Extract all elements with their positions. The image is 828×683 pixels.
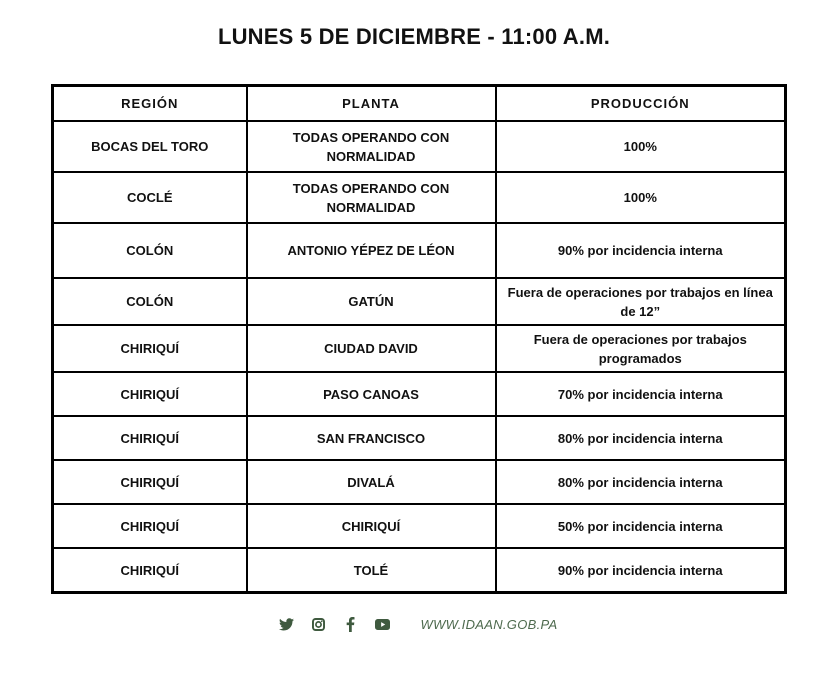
table-row	[53, 121, 786, 172]
table-row	[53, 372, 786, 416]
production-cell: 100%	[496, 121, 786, 172]
table-row	[53, 325, 786, 372]
plant-cell: SAN FRANCISCO	[247, 416, 496, 460]
production-table	[51, 84, 787, 594]
table-header-row	[53, 86, 786, 122]
table-row	[53, 504, 786, 548]
column-header-plant: PLANTA	[247, 86, 496, 122]
page-title: LUNES 5 DE DICIEMBRE - 11:00 A.M.	[217, 24, 611, 49]
plant-cell: PASO CANOAS	[247, 372, 496, 416]
youtube-icon[interactable]	[375, 616, 391, 632]
region-cell: CHIRIQUÍ	[53, 372, 247, 416]
website-link[interactable]: WWW.IDAAN.GOB.PA	[420, 616, 558, 632]
region-cell: CHIRIQUÍ	[53, 460, 247, 504]
region-cell: CHIRIQUÍ	[53, 548, 247, 593]
production-cell: 80% por incidencia interna	[496, 460, 786, 504]
plant-cell: TODAS OPERANDO CON NORMALIDAD	[247, 121, 496, 172]
region-cell: COCLÉ	[53, 172, 247, 223]
region-cell: CHIRIQUÍ	[53, 416, 247, 460]
plant-cell: ANTONIO YÉPEZ DE LÉON	[247, 223, 496, 278]
region-cell: CHIRIQUÍ	[53, 325, 247, 372]
region-cell: COLÓN	[53, 223, 247, 278]
production-cell: Fuera de operaciones por trabajos programados	[496, 325, 786, 372]
region-cell: COLÓN	[53, 278, 247, 325]
production-cell: 100%	[496, 172, 786, 223]
table-row	[53, 548, 786, 593]
table-row	[53, 172, 786, 223]
column-header-region: REGIÓN	[53, 86, 247, 122]
plant-cell: CIUDAD DAVID	[247, 325, 496, 372]
column-header-production: PRODUCCIÓN	[496, 86, 786, 122]
production-cell: Fuera de operaciones por trabajos en línea de 12”	[496, 278, 786, 325]
production-cell: 90% por incidencia interna	[496, 548, 786, 593]
table-row	[53, 278, 786, 325]
plant-cell: CHIRIQUÍ	[247, 504, 496, 548]
plant-cell: TODAS OPERANDO CON NORMALIDAD	[247, 172, 496, 223]
table-row	[53, 416, 786, 460]
twitter-icon[interactable]	[279, 616, 295, 632]
footer	[0, 616, 828, 632]
production-cell: 80% por incidencia interna	[496, 416, 786, 460]
region-cell: CHIRIQUÍ	[53, 504, 247, 548]
instagram-icon[interactable]	[311, 616, 327, 632]
production-cell: 90% por incidencia interna	[496, 223, 786, 278]
plant-cell: TOLÉ	[247, 548, 496, 593]
facebook-icon[interactable]	[343, 616, 359, 632]
table-row	[53, 460, 786, 504]
production-cell: 70% por incidencia interna	[496, 372, 786, 416]
table-row	[53, 223, 786, 278]
production-cell: 50% por incidencia interna	[496, 504, 786, 548]
plant-cell: DIVALÁ	[247, 460, 496, 504]
plant-cell: GATÚN	[247, 278, 496, 325]
region-cell: BOCAS DEL TORO	[53, 121, 247, 172]
